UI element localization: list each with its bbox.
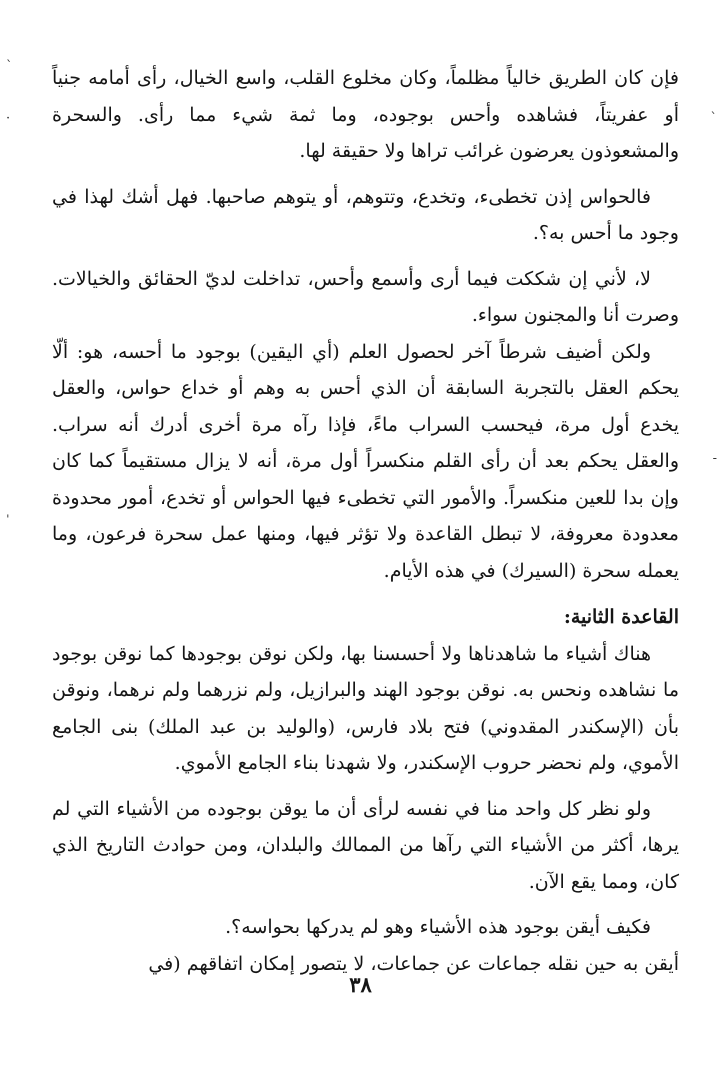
paragraph: لا، لأني إن شككت فيما أرى وأسمع وأحس، تداخلت لديّ الحقائق والخيالات. وصرت أنا والمجنون سواء. [52,267,679,326]
margin-speck: ˌ [6,505,10,520]
paragraph: فكيف أيقن بوجود هذه الأشياء وهو لم يدركها بحواسه؟. [225,916,651,938]
paragraph: أيقن به حين نقله جماعات عن جماعات، لا يتصور إمكان اتفاقهم (في [148,952,679,975]
paragraph: فإن كان الطريق خالياً مظلماً، وكان مخلوع القلب، واسع الخيال، رأى أمامه جنياً أو عفريتاً، فشاهده وأحس بوجوده، وما ثمة شيء مما رأى. والسحرة والمشعوذون يعرضون غرائب تراها ولا حقيقة لها. [52,67,679,162]
margin-speck: - [712,451,717,466]
paragraph: ولكن أضيف شرطاً آخر لحصول العلم (أي اليقين) بوجود ما أحسه، هو: ألّا يحكم العقل بالتجربة السابقة أن الذي أحس به وهم أو خداع حواس، والعقل يخدع أول مرة، فيحسب السراب ماءً، فإذا رآه مرة أخرى أدرك أنه سراب. والعقل يحكم بعد أن رأى القلم منكسراً أول مرة، أنه لا يزال مستقيماً كما كان وإن بدا للعين منكسراً. والأمور التي تخطىء فيها الحواس أو تخدع، أمور محدودة معدودة معروفة، لا تبطل القاعدة ولا تؤثر فيها، ومنها عمل سحرة فرعون، وما يعمله سحرة (السيرك) في هذه الأيام. [52,340,679,582]
margin-speck: · [6,111,11,126]
body-text [52,60,679,982]
section-heading: القاعدة الثانية: [563,606,679,628]
margin-speck: ˋ [710,111,717,126]
paragraph: فالحواس إذن تخطىء، وتخدع، وتتوهم، أو يتوهم صاحبها. فهل أشك لهذا في وجود ما أحس به؟. [52,185,679,244]
page-number: ٣٨ [349,972,372,997]
paragraph: هناك أشياء ما شاهدناها ولا أحسسنا بها، ولكن نوقن بوجودها كما نوقن بوجود ما نشاهده ونحس به. نوقن بوجود الهند والبرازيل، ولم نزرهما ولم نرهما، ونوقن بأن (الإسكندر المقدوني) فتح بلاد فارس، (والوليد بن عبد الملك) بنى الجامع الأموي، ولم نحضر حروب الإسكندر، ولا شهدنا بناء الجامع الأموي. [52,642,679,774]
margin-speck: ˋ [6,59,13,74]
paragraph: ولو نظر كل واحد منا في نفسه لرأى أن ما يوقن بوجوده من الأشياء التي لم يرها، أكثر من الأشياء التي رآها من الممالك والبلدان، ومن حوادث التاريخ الذي كان، ومما يقع الآن. [52,797,679,893]
